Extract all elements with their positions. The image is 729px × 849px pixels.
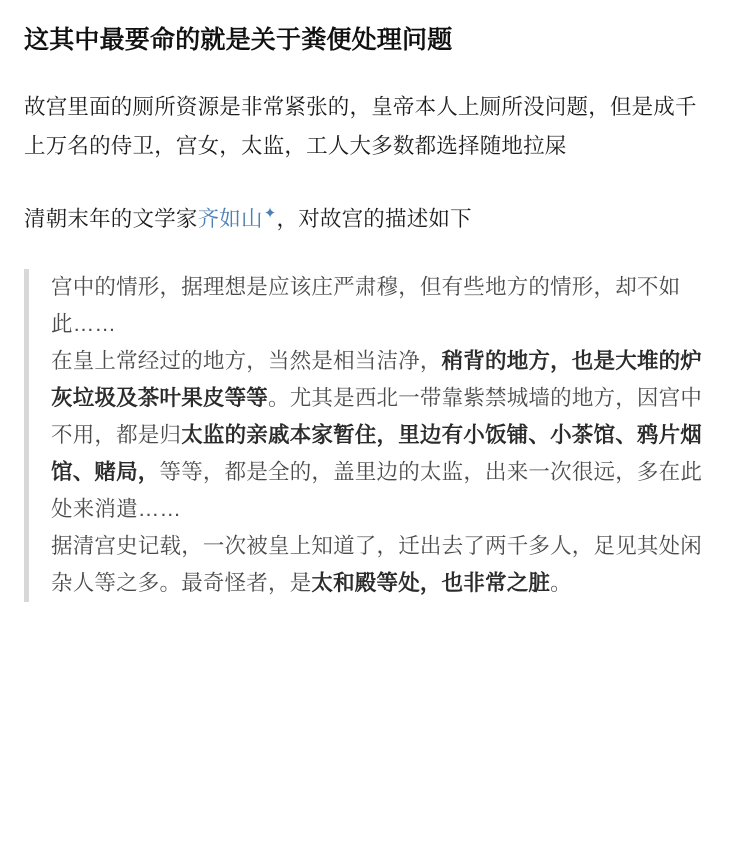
article-paragraph-1: 故宫里面的厕所资源是非常紧张的，皇帝本人上厕所没问题，但是成千上万名的侍卫，宫女，太监，工人大多数都选择随地拉屎 xyxy=(24,94,697,158)
article-paragraph-2 xyxy=(24,200,705,239)
quote-line-2-part-c: 。尤其是西北一带靠紫禁城墙的地方，因宫中不用，都是归 xyxy=(51,386,703,447)
paragraph-2-prefix: 清朝末年的文学家 xyxy=(24,207,198,231)
quote-line-2 xyxy=(51,343,705,528)
quote-line-3-part-c: 。 xyxy=(550,570,572,595)
paragraph-2-suffix: ，对故宫的描述如下 xyxy=(276,207,472,231)
quote-line-2-part-a: 在皇上常经过的地方，当然是相当洁净， xyxy=(51,349,442,374)
page-title: 这其中最要命的就是关于粪便处理问题 xyxy=(24,26,453,54)
quote-line-3-part-a: 据清宫史记载，一次被皇上知道了，迁出去了两千多人，足见其处闲杂人等之多。最奇怪者，是 xyxy=(51,533,703,595)
quote-line-2-part-e: 等等，都是全的，盖里边的太监，出来一次很远，多在此处来消遣…… xyxy=(51,459,703,521)
quote-line-2-part-b: 稍背的地方，也是大堆的炉灰垃圾及茶叶果皮等等 xyxy=(51,349,703,411)
quote-line-3-part-b: 太和殿等处，也非常之脏 xyxy=(311,570,551,595)
link-badge-icon: ✦ xyxy=(263,204,277,222)
quote-line-1: 宫中的情形，据理想是应该庄严肃穆，但有些地方的情形，却不如此…… xyxy=(51,275,681,337)
quote-line-2-part-d: 太监的亲戚本家暂住，里边有小饭铺、小茶馆、鸦片烟馆、赌局， xyxy=(51,423,703,484)
qi-rushan-link[interactable]: 齐如山 xyxy=(197,207,263,231)
quote-line-3 xyxy=(51,528,705,602)
blockquote xyxy=(24,269,705,602)
